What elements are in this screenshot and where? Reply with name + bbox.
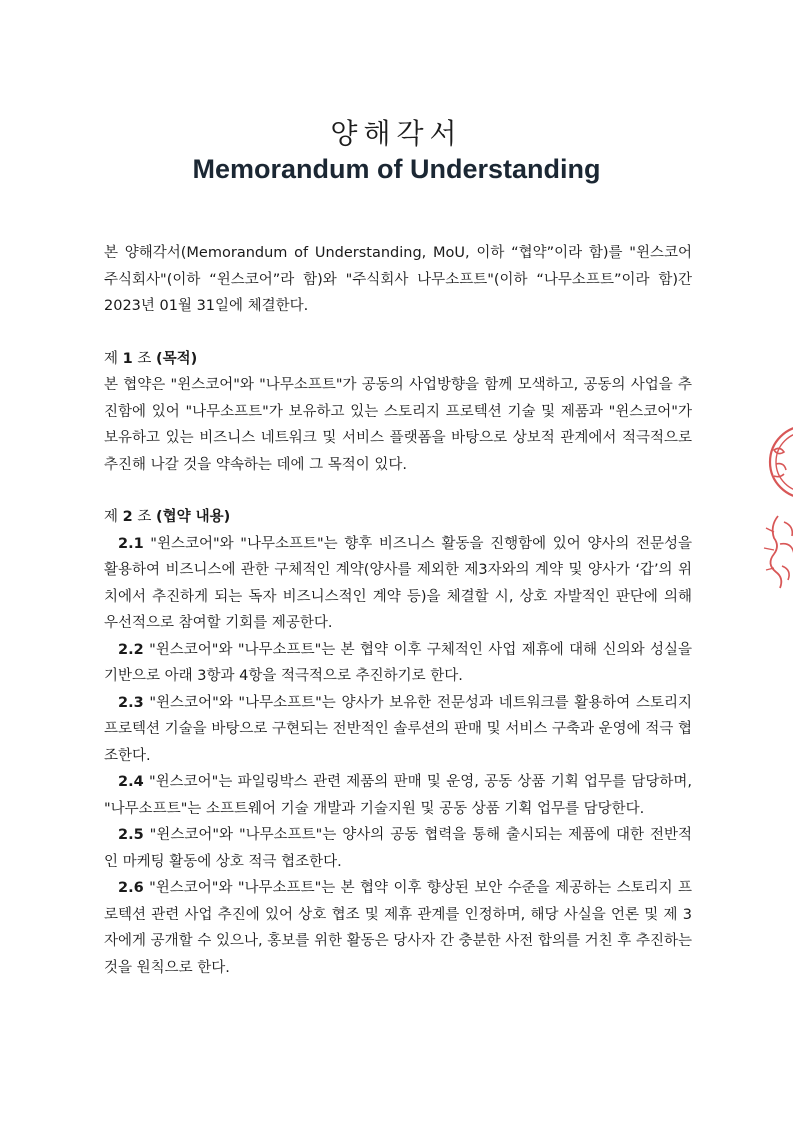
- article-1-prefix: 제: [104, 350, 119, 367]
- clause-text: "윈스코어"와 "나무소프트"는 양사가 보유한 전문성과 네트워크를 활용하여 스토리지 프로텍션 기술을 바탕으로 구현되는 전반적인 솔루션의 판매 및 서비스 구축과 운영에 적극 협조한다.: [104, 694, 693, 764]
- article-1-suffix: 조: [137, 350, 152, 367]
- article-2-heading: [104, 504, 692, 531]
- article-2-number: 2: [122, 509, 133, 525]
- clause-2-6: [104, 875, 692, 981]
- article-1-title: (목적): [155, 350, 198, 367]
- clause-text: "윈스코어"와 "나무소프트"는 본 협약 이후 구체적인 사업 제휴에 대해 신의와 성실을 기반으로 아래 3항과 4항을 적극적으로 추진하기로 한다.: [104, 641, 693, 684]
- clause-2-1: [104, 531, 692, 637]
- article-2-suffix: 조: [137, 509, 152, 525]
- seal-stamp-icon: [758, 508, 793, 592]
- article-1: [104, 346, 692, 479]
- article-1-body: 본 협약은 "윈스코어"와 "나무소프트"가 공동의 사업방향을 함께 모색하고, 공동의 사업을 추진함에 있어 "나무소프트"가 보유하고 있는 스토리지 프로텍션 기술 및 제품과 "윈스코어"가 보유하고 있는 비즈니스 네트워크 및 서비스 플랫폼을 바탕으로 상보적 관계에서 적극적으로 추진해 나갈 것을 약속하는 데에 그 목적이 있다.: [104, 377, 692, 473]
- clause-number: 2.2: [118, 641, 144, 658]
- title-korean: 양해각서: [330, 117, 463, 150]
- article-2-title: (협약 내용): [155, 509, 231, 525]
- article-1-heading: [104, 346, 692, 373]
- clause-2-4: [104, 769, 692, 822]
- article-2: [104, 504, 692, 981]
- clause-text: "윈스코어"는 파일링박스 관련 제품의 판매 및 운영, 공동 상품 기획 업무를 담당하며, "나무소프트"는 소프트웨어 기술 개발과 기술지원 및 공동 상품 기획 업무를 담당한다.: [104, 774, 692, 817]
- article-1-number: 1: [122, 350, 133, 367]
- clause-2-2: [104, 637, 692, 690]
- intro-paragraph: 본 양해각서(Memorandum of Understanding, MoU, 이하 “협약”이라 함)를 "윈스코어 주식회사"(이하 “윈스코어”라 함)와 "주식회사 나무소프트"(이하 “나무소프트”이라 함)간 2023년 01월 31일에 체결한다.: [104, 245, 692, 314]
- clause-number: 2.5: [118, 827, 144, 843]
- clause-number: 2.6: [118, 880, 144, 896]
- clause-number: 2.3: [118, 694, 144, 711]
- clause-number: 2.1: [118, 535, 144, 552]
- seal-stamp-icon: [762, 420, 793, 504]
- document-body: [104, 240, 692, 1007]
- clause-number: 2.4: [118, 774, 144, 790]
- clause-2-3: [104, 690, 692, 770]
- clause-text: "윈스코어"와 "나무소프트"는 양사의 공동 협력을 통해 출시되는 제품에 대한 전반적인 마케팅 활동에 상호 적극 협조한다.: [104, 827, 693, 870]
- clause-text: "윈스코어"와 "나무소프트"는 본 협약 이후 향상된 보안 수준을 제공하는 스토리지 프로텍션 관련 사업 추진에 있어 상호 협조 및 제휴 관계를 인정하며, 해당 사실을 언론 및 제 3자에게 공개할 수 있으나, 홍보를 위한 활동은 당사자 간 충분한 사전 합의를 거친 후 추진하는 것을 원칙으로 한다.: [104, 880, 693, 976]
- title-english: Memorandum of Understanding: [192, 154, 601, 184]
- clause-text: "윈스코어"와 "나무소프트"는 향후 비즈니스 활동을 진행함에 있어 양사의 전문성을 활용하여 비즈니스에 관한 구체적인 계약(양사를 제외한 제3자와의 계약 및 양사가 ‘갑’의 위치에서 추진하게 되는 독자 비즈니스적인 계약 등)을 체결할 시, 상호 자발적인 판단에 의해 우선적으로 참여할 기회를 제공한다.: [104, 535, 693, 631]
- clause-2-5: [104, 822, 692, 875]
- article-2-prefix: 제: [104, 509, 119, 525]
